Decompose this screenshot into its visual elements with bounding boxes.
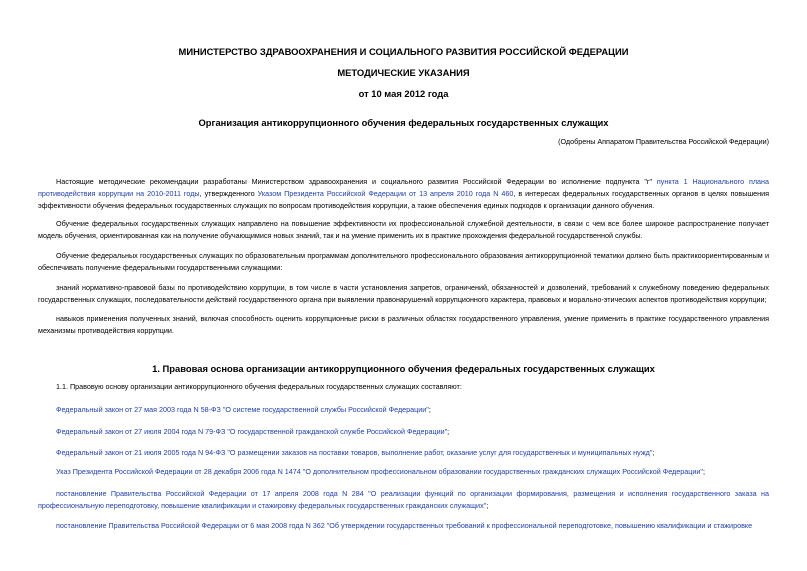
document-title: Организация антикоррупционного обучения федеральных государственных служащих [198, 117, 609, 128]
intro-text: , в интересах федеральных государственных органов в целях повышения эффективности обучения федеральных государственных служащих по вопросам противодействия коррупции, а также обеспечения единых подходов к организации данного обучения. [38, 189, 770, 210]
document-date: от 10 мая 2012 года [358, 88, 449, 99]
law-item [38, 404, 769, 416]
approval-note: (Одобрены Аппаратом Правительства Российской Федерации) [558, 137, 769, 146]
law-link-79fz[interactable]: Федеральный закон от 27 июля 2004 года N 79-ФЗ "О государственной гражданской службе Российской Федерации" [56, 427, 448, 436]
ministry-heading: МИНИСТЕРСТВО ЗДРАВООХРАНЕНИЯ И СОЦИАЛЬНОГО РАЗВИТИЯ РОССИЙСКОЙ ФЕДЕРАЦИИ [178, 46, 629, 57]
intro-text: Настоящие методические рекомендации разработаны Министерством здравоохранения и социального развития Российской Федерации во исполнение подпункта "г" [56, 177, 657, 186]
law-link-94fz[interactable]: Федеральный закон от 21 июля 2005 года N 94-ФЗ "О размещении заказов на поставки товаров, выполнение работ, оказание услуг для государственных и муниципальных нужд" [56, 448, 653, 457]
separator: ; [486, 501, 489, 510]
decree-link-1474[interactable]: Указ Президента Российской Федерации от 28 декабря 2006 года N 1474 "О дополнительном профессиональном образовании государственных гражданских служащих Российской Федерации" [56, 467, 703, 476]
intro-paragraph-1 [38, 176, 769, 212]
presidential-decree-link[interactable]: Указом Президента Российской Федерации от 13 апреля 2010 года N 460 [257, 189, 514, 198]
national-plan-link[interactable]: пункта 1 Национального плана противодействия коррупции на 2010-2011 годы [38, 177, 769, 198]
law-item [38, 447, 769, 459]
document-type: МЕТОДИЧЕСКИЕ УКАЗАНИЯ [337, 67, 470, 78]
separator: ; [447, 427, 450, 436]
section-1-item-1-1: 1.1. Правовую основу организации антикоррупционного обучения федеральных государственных служащих составляют: [56, 382, 462, 391]
law-item [38, 520, 769, 532]
intro-paragraph-3: Обучение федеральных государственных служащих по образовательным программам дополнительного профессионального образования антикоррупционной тематики должно быть практикоориентированным и обеспечивать получение федеральными государственными служащими: [38, 251, 769, 272]
separator: ; [428, 405, 431, 414]
intro-paragraph-4: знаний нормативно-правовой базы по противодействию коррупции, в том числе в части установления запретов, ограничений, обязанностей и дозволений, требований к служебному поведению федеральных государственных служащих, последовательности действий государственного органа при выявлении правонарушений коррупционного характера, правовых и морально-этических аспектов противодействия коррупции; [38, 283, 769, 304]
law-item [38, 426, 769, 438]
intro-text: , утвержденного [199, 189, 258, 198]
intro-paragraph-2: Обучение федеральных государственных служащих направлено на повышение эффективности их профессиональной служебной деятельности, в связи с чем все более широкое распространение получает модель обучения, ориентированная как на получение обучающимися новых знаний, так и на умение применить их в практике прохождения федеральной государственной службы. [38, 219, 769, 240]
law-item [38, 488, 769, 512]
separator: ; [702, 467, 705, 476]
resolution-link-284[interactable]: постановление Правительства Российской Федерации от 17 апреля 2008 года N 284 "О реализации функций по организации формирования, размещения и исполнения государственного заказа на профессиональную переподготовку, повышение квалификации и стажировку федеральных государственных гражданских служащих" [38, 489, 769, 510]
law-item [38, 466, 769, 478]
separator: ; [652, 448, 655, 457]
section-1-title: 1. Правовая основа организации антикоррупционного обучения федеральных государственных служащих [152, 363, 655, 374]
intro-paragraph-5: навыков применения полученных знаний, включая способность оценить коррупционные риски в различных областях государственного управления, умение применить в практике государственного управления механизмы противодействия коррупции. [38, 314, 769, 335]
law-link-58fz[interactable]: Федеральный закон от 27 мая 2003 года N 58-ФЗ "О системе государственной службы Российской Федерации" [56, 405, 429, 414]
resolution-link-362[interactable]: постановление Правительства Российской Федерации от 6 мая 2008 года N 362 "Об утверждении государственных требований к профессиональной переподготовке, повышению квалификации и стажировке [56, 521, 753, 530]
